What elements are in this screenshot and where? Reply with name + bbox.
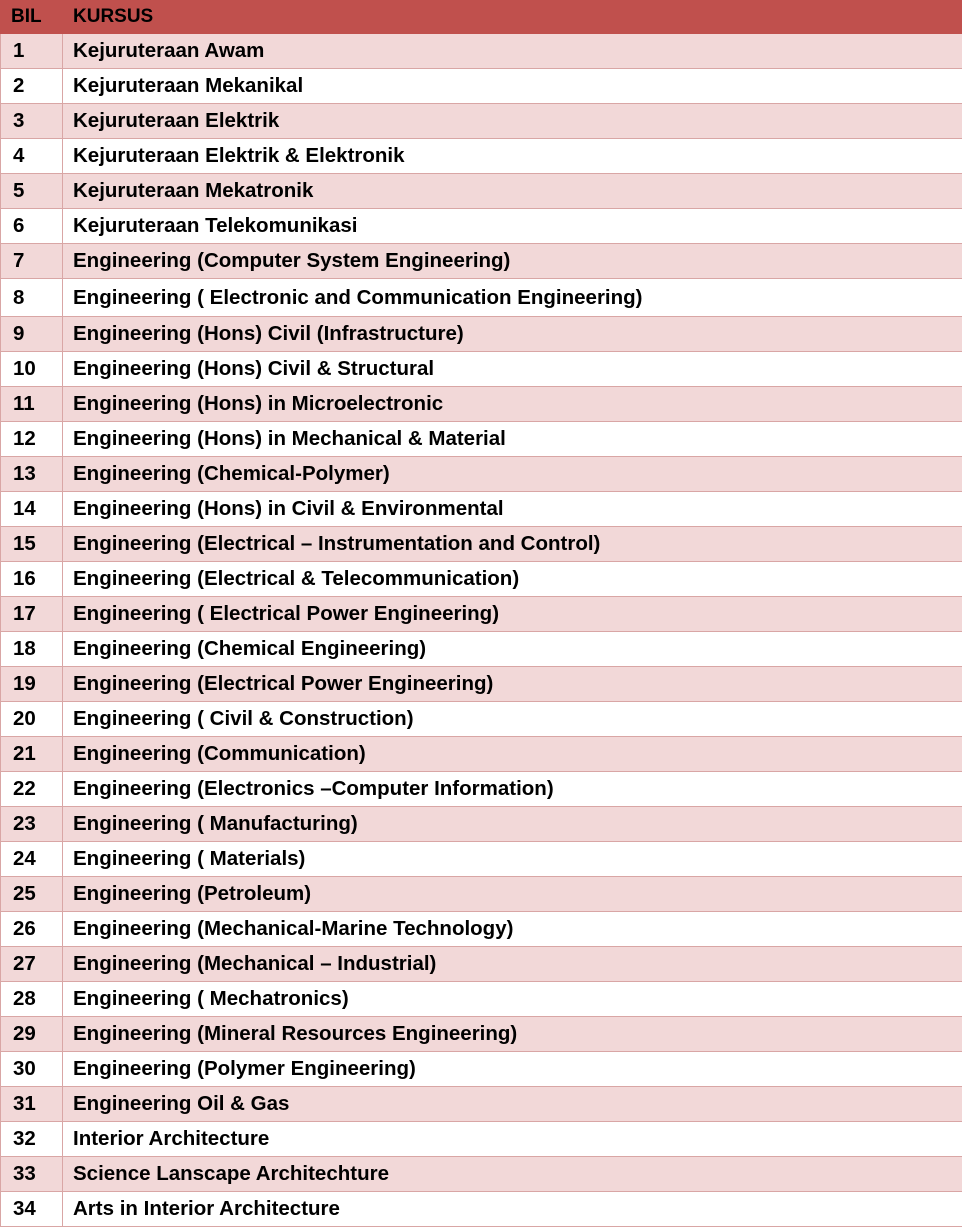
bil-cell: 33 bbox=[1, 1157, 63, 1192]
table-row bbox=[1, 807, 962, 842]
table-row bbox=[1, 982, 962, 1017]
bil-cell: 19 bbox=[1, 667, 63, 702]
kursus-cell: Engineering (Communication) bbox=[63, 737, 962, 772]
table-row bbox=[1, 1087, 962, 1122]
kursus-cell: Engineering ( Manufacturing) bbox=[63, 807, 962, 842]
table-row bbox=[1, 34, 962, 69]
kursus-cell: Engineering (Chemical-Polymer) bbox=[63, 457, 962, 492]
kursus-cell: Engineering (Mineral Resources Engineering) bbox=[63, 1017, 962, 1052]
table-row bbox=[1, 597, 962, 632]
bil-cell: 12 bbox=[1, 422, 63, 457]
kursus-cell: Kejuruteraan Elektrik & Elektronik bbox=[63, 139, 962, 174]
table-row bbox=[1, 1157, 962, 1192]
bil-cell: 21 bbox=[1, 737, 63, 772]
table-row bbox=[1, 387, 962, 422]
kursus-cell: Engineering (Hons) Civil & Structural bbox=[63, 352, 962, 387]
table-row bbox=[1, 317, 962, 352]
kursus-cell: Arts in Interior Architecture bbox=[63, 1192, 962, 1227]
table-row bbox=[1, 912, 962, 947]
table-row bbox=[1, 244, 962, 279]
header-bil: BIL bbox=[1, 1, 63, 34]
bil-cell: 18 bbox=[1, 632, 63, 667]
kursus-cell: Engineering ( Electrical Power Engineering) bbox=[63, 597, 962, 632]
table-row bbox=[1, 877, 962, 912]
bil-cell: 31 bbox=[1, 1087, 63, 1122]
kursus-cell: Kejuruteraan Telekomunikasi bbox=[63, 209, 962, 244]
bil-cell: 22 bbox=[1, 772, 63, 807]
kursus-cell: Engineering (Electrical & Telecommunication) bbox=[63, 562, 962, 597]
bil-cell: 14 bbox=[1, 492, 63, 527]
header-kursus: KURSUS bbox=[63, 1, 962, 34]
table-header bbox=[1, 1, 962, 34]
kursus-cell: Engineering (Polymer Engineering) bbox=[63, 1052, 962, 1087]
bil-cell: 15 bbox=[1, 527, 63, 562]
bil-cell: 10 bbox=[1, 352, 63, 387]
table-row bbox=[1, 562, 962, 597]
kursus-cell: Engineering (Mechanical – Industrial) bbox=[63, 947, 962, 982]
kursus-cell: Science Lanscape Architechture bbox=[63, 1157, 962, 1192]
kursus-cell: Engineering (Hons) in Mechanical & Material bbox=[63, 422, 962, 457]
kursus-cell: Engineering (Electrical Power Engineering) bbox=[63, 667, 962, 702]
bil-cell: 32 bbox=[1, 1122, 63, 1157]
bil-cell: 23 bbox=[1, 807, 63, 842]
bil-cell: 1 bbox=[1, 34, 63, 69]
table-row bbox=[1, 104, 962, 139]
bil-cell: 34 bbox=[1, 1192, 63, 1227]
table-row bbox=[1, 279, 962, 317]
kursus-cell: Engineering (Hons) in Civil & Environmental bbox=[63, 492, 962, 527]
bil-cell: 25 bbox=[1, 877, 63, 912]
kursus-cell: Kejuruteraan Elektrik bbox=[63, 104, 962, 139]
kursus-cell: Kejuruteraan Mekatronik bbox=[63, 174, 962, 209]
kursus-cell: Engineering (Chemical Engineering) bbox=[63, 632, 962, 667]
table-row bbox=[1, 947, 962, 982]
kursus-cell: Engineering (Mechanical-Marine Technology) bbox=[63, 912, 962, 947]
kursus-cell: Engineering ( Civil & Construction) bbox=[63, 702, 962, 737]
bil-cell: 6 bbox=[1, 209, 63, 244]
table-row bbox=[1, 702, 962, 737]
bil-cell: 28 bbox=[1, 982, 63, 1017]
bil-cell: 11 bbox=[1, 387, 63, 422]
table-row bbox=[1, 1192, 962, 1227]
bil-cell: 20 bbox=[1, 702, 63, 737]
kursus-cell: Engineering (Computer System Engineering) bbox=[63, 244, 962, 279]
table-row bbox=[1, 632, 962, 667]
table-row bbox=[1, 527, 962, 562]
bil-cell: 16 bbox=[1, 562, 63, 597]
table-row bbox=[1, 457, 962, 492]
bil-cell: 4 bbox=[1, 139, 63, 174]
table-row bbox=[1, 842, 962, 877]
bil-cell: 2 bbox=[1, 69, 63, 104]
bil-cell: 3 bbox=[1, 104, 63, 139]
kursus-cell: Engineering (Hons) in Microelectronic bbox=[63, 387, 962, 422]
bil-cell: 27 bbox=[1, 947, 63, 982]
kursus-cell: Engineering Oil & Gas bbox=[63, 1087, 962, 1122]
bil-cell: 9 bbox=[1, 317, 63, 352]
table-row bbox=[1, 1052, 962, 1087]
table-row bbox=[1, 1122, 962, 1157]
table-row bbox=[1, 209, 962, 244]
bil-cell: 17 bbox=[1, 597, 63, 632]
table-row bbox=[1, 139, 962, 174]
table-row bbox=[1, 667, 962, 702]
table-row bbox=[1, 1017, 962, 1052]
kursus-cell: Engineering ( Mechatronics) bbox=[63, 982, 962, 1017]
kursus-cell: Kejuruteraan Awam bbox=[63, 34, 962, 69]
bil-cell: 8 bbox=[1, 279, 63, 317]
bil-cell: 5 bbox=[1, 174, 63, 209]
header-row bbox=[1, 1, 962, 34]
bil-cell: 29 bbox=[1, 1017, 63, 1052]
kursus-cell: Engineering ( Electronic and Communication Engineering) bbox=[63, 279, 962, 317]
table-row bbox=[1, 352, 962, 387]
table-row bbox=[1, 422, 962, 457]
kursus-cell: Interior Architecture bbox=[63, 1122, 962, 1157]
table-row bbox=[1, 69, 962, 104]
kursus-cell: Engineering ( Materials) bbox=[63, 842, 962, 877]
kursus-cell: Kejuruteraan Mekanikal bbox=[63, 69, 962, 104]
kursus-cell: Engineering (Electrical – Instrumentation and Control) bbox=[63, 527, 962, 562]
table-row bbox=[1, 492, 962, 527]
table-row bbox=[1, 772, 962, 807]
table-body bbox=[1, 34, 962, 1227]
kursus-cell: Engineering (Electronics –Computer Information) bbox=[63, 772, 962, 807]
bil-cell: 26 bbox=[1, 912, 63, 947]
bil-cell: 13 bbox=[1, 457, 63, 492]
bil-cell: 30 bbox=[1, 1052, 63, 1087]
kursus-cell: Engineering (Hons) Civil (Infrastructure) bbox=[63, 317, 962, 352]
bil-cell: 7 bbox=[1, 244, 63, 279]
table-row bbox=[1, 737, 962, 772]
table-row bbox=[1, 174, 962, 209]
bil-cell: 24 bbox=[1, 842, 63, 877]
kursus-cell: Engineering (Petroleum) bbox=[63, 877, 962, 912]
